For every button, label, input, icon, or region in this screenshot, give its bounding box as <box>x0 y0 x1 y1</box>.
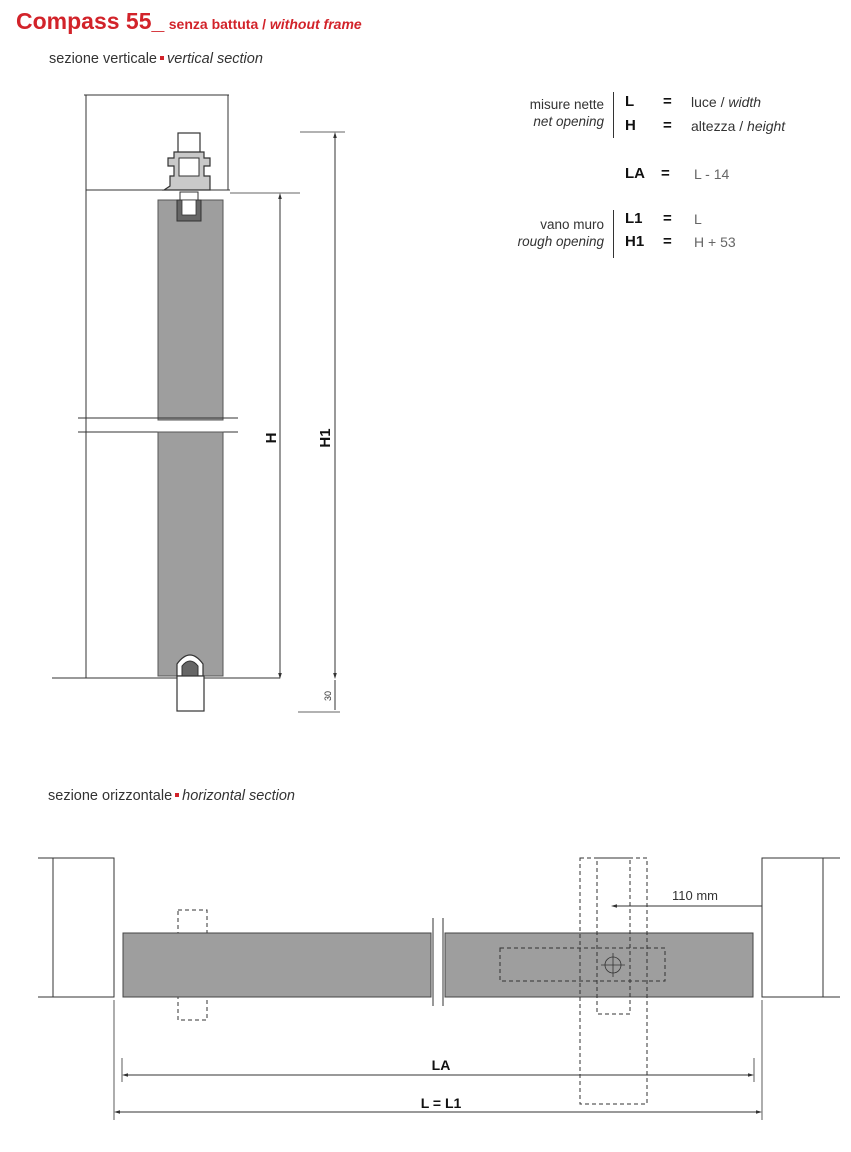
dim-la-label: LA <box>431 1057 451 1073</box>
legend-val-la: L - 14 <box>694 166 730 182</box>
net-opening-label-en: net opening <box>533 114 604 129</box>
rough-opening-label-en: rough opening <box>517 234 604 249</box>
legend-eq-l: = <box>663 93 672 110</box>
legend-val-l-it: luce / <box>691 94 729 110</box>
top-track-profile <box>164 133 210 206</box>
rough-opening-label-it: vano muro <box>540 217 604 232</box>
floor-guide <box>177 655 204 711</box>
horizontal-section-label-it: sezione orizzontale <box>48 788 173 804</box>
wall-left <box>53 858 114 997</box>
legend-key-h: H <box>625 117 636 134</box>
wall-right <box>762 858 823 997</box>
dim-h-label: H <box>263 432 280 444</box>
dim-30-label: 30 <box>323 690 333 702</box>
legend-key-l: L <box>625 93 635 110</box>
dim-110-label: 110 mm <box>672 888 718 903</box>
horizontal-section-label-en: horizontal section <box>182 788 295 804</box>
legend-val-h-it: altezza / <box>691 118 748 134</box>
legend-eq-la: = <box>661 165 670 182</box>
door-panel-left <box>123 933 431 997</box>
dim-l-label: L = L1 <box>420 1095 462 1111</box>
legend-key-l1: L1 <box>625 210 643 227</box>
title-sub-sep: / <box>258 16 270 32</box>
top-guide-pin <box>182 200 196 215</box>
legend-eq-h1: = <box>663 233 672 250</box>
legend-eq-h: = <box>663 117 672 134</box>
legend-val-h-en: height <box>747 118 786 134</box>
door-panel-upper <box>158 200 223 420</box>
legend-key-h1: H1 <box>625 233 645 250</box>
vertical-section-label-it: sezione verticale <box>49 51 157 67</box>
title-sub-it: senza battuta <box>168 16 259 32</box>
title-sub-en: without frame <box>269 16 362 32</box>
dim-h1-label: H1 <box>317 428 334 448</box>
legend-key-la: LA <box>625 165 645 182</box>
horizontal-section-drawing <box>38 858 840 1120</box>
legend-val-l1: L <box>694 211 702 227</box>
door-panel-lower <box>158 432 223 676</box>
vertical-section-drawing <box>52 95 345 712</box>
legend-val-l-en: width <box>728 94 762 110</box>
vertical-section-label-en: vertical section <box>167 51 263 67</box>
net-opening-label-it: misure nette <box>529 97 604 112</box>
title-main: Compass 55_ <box>16 8 165 34</box>
legend-val-h1: H + 53 <box>694 234 736 250</box>
legend-eq-l1: = <box>663 210 672 227</box>
door-panel-right <box>445 933 753 997</box>
